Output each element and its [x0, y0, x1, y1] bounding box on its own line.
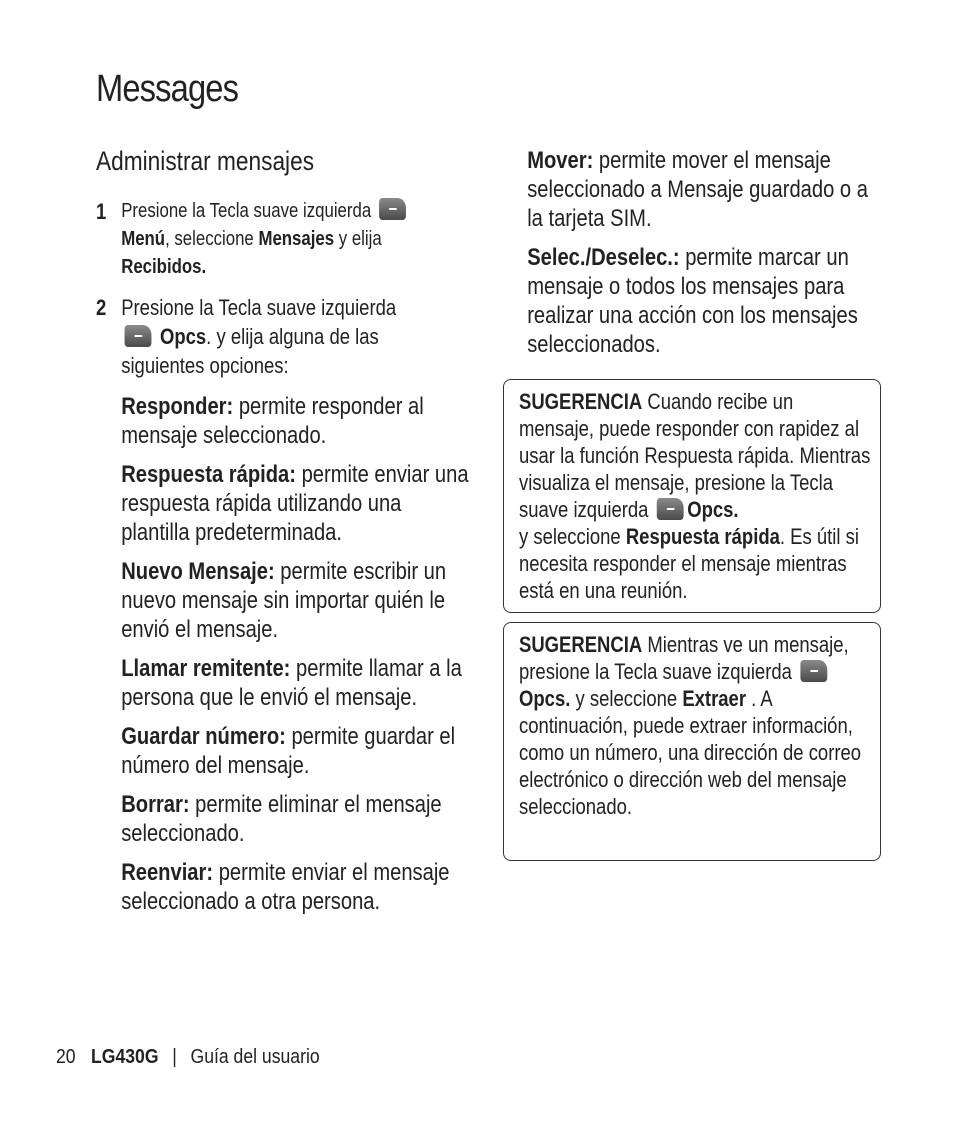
- option-guardar-numero: [121, 722, 474, 780]
- step-text: [121, 293, 423, 380]
- step-2-options: Opcs: [159, 324, 207, 349]
- option-label: Respuesta rápida:: [121, 461, 296, 488]
- left-soft-key-icon: [800, 660, 827, 682]
- tip-box: [503, 379, 881, 613]
- option-text: permite eliminar el mensaje seleccionado.: [121, 791, 442, 847]
- option-text: permite mover el mensaje seleccionado a Mensaje guardado o a la tarjeta SIM.: [527, 147, 868, 232]
- tip-box: [503, 622, 881, 861]
- tip-label: SUGERENCIA: [519, 632, 643, 657]
- footer-separator: |: [172, 1046, 177, 1068]
- tip-text-c: y seleccione: [519, 524, 626, 549]
- section-title: Administrar mensajes: [96, 146, 315, 176]
- step-1-text-a: Presione la Tecla suave izquierda: [121, 200, 372, 222]
- step-2-text-c: . y elija alguna de las siguientes opciones:: [121, 324, 379, 378]
- step-1-inbox: Recibidos.: [121, 256, 207, 278]
- step-1: [96, 197, 424, 281]
- step-1-menu: Menú: [121, 228, 166, 250]
- option-nuevo-mensaje: [121, 557, 474, 644]
- left-soft-key-icon: [657, 498, 684, 520]
- option-text: permite responder al mensaje seleccionado.: [121, 393, 424, 449]
- option-text: permite enviar el mensaje seleccionado a otra persona.: [121, 859, 450, 915]
- tip-text: [519, 388, 872, 604]
- tip-text: [519, 631, 872, 820]
- tip-options: Opcs.: [687, 497, 739, 522]
- left-column-content: [96, 146, 469, 916]
- option-label: Guardar número:: [121, 723, 286, 750]
- option-mover: [527, 146, 880, 233]
- option-responder: [121, 392, 474, 450]
- option-label: Nuevo Mensaje:: [121, 558, 275, 585]
- page-number: 20: [56, 1046, 76, 1068]
- step-1-messages: Mensajes: [258, 228, 335, 250]
- left-soft-key-icon: [125, 325, 152, 347]
- tip-options: Opcs.: [519, 686, 571, 711]
- tip-text-c: y seleccione: [570, 686, 683, 711]
- step-number: 2: [96, 295, 107, 320]
- right-column: [502, 146, 882, 369]
- tip-text-e: . Es útil si necesita responder el mensaje mientras está en una reunión.: [519, 524, 859, 603]
- option-respuesta-rapida: [121, 460, 474, 547]
- option-selec-deselec: [527, 243, 880, 359]
- tip-label: SUGERENCIA: [519, 389, 643, 414]
- option-label: Mover:: [527, 147, 594, 174]
- right-column-content: [502, 146, 868, 359]
- step-2-text-a: Presione la Tecla suave izquierda: [121, 295, 397, 320]
- page-footer: [56, 1046, 320, 1069]
- option-label: Reenviar:: [121, 859, 214, 886]
- option-text: permite escribir un nuevo mensaje sin importar quién le envió el mensaje.: [121, 558, 447, 643]
- option-label: Llamar remitente:: [121, 655, 291, 682]
- option-borrar: [121, 790, 474, 848]
- model-name: LG430G: [91, 1046, 159, 1068]
- option-label: Selec./Deselec.:: [527, 244, 680, 271]
- option-text: permite marcar un mensaje o todos los mensajes para realizar una acción con los mensajes seleccionados.: [527, 244, 858, 358]
- step-1-text-c: , seleccione: [165, 228, 259, 250]
- step-number: 1: [96, 199, 107, 224]
- page-title: Messages: [96, 68, 239, 110]
- left-soft-key-icon: [379, 198, 406, 220]
- tip-quick-reply: Respuesta rápida: [625, 524, 780, 549]
- guide-title: Guía del usuario: [190, 1046, 320, 1068]
- step-2: [96, 293, 424, 380]
- option-text: permite enviar una respuesta rápida utilizando una plantilla predeterminada.: [121, 461, 469, 546]
- step-1-text-e: y elija: [334, 228, 382, 250]
- option-text: permite guardar el número del mensaje.: [121, 723, 456, 779]
- tip-extract: Extraer: [682, 686, 747, 711]
- option-reenviar: [121, 858, 474, 916]
- tip-text-e: . A continuación, puede extraer información, como un número, una dirección de correo electrónico o dirección web del mensaje seleccionado.: [519, 686, 862, 819]
- left-column: [96, 146, 486, 926]
- option-text: permite llamar a la persona que le envió el mensaje.: [121, 655, 462, 711]
- tip-text-a: Mientras ve un mensaje, presione la Tecla suave izquierda: [519, 632, 849, 684]
- step-text: [121, 197, 423, 281]
- option-label: Borrar:: [121, 791, 190, 818]
- tip-text-a: Cuando recibe un mensaje, puede responder con rapidez al usar la función Respuesta rápida. Mientras visualiza el mensaje, presione la Tecla suave izquierda: [519, 389, 871, 522]
- option-llamar-remitente: [121, 654, 474, 712]
- option-label: Responder:: [121, 393, 234, 420]
